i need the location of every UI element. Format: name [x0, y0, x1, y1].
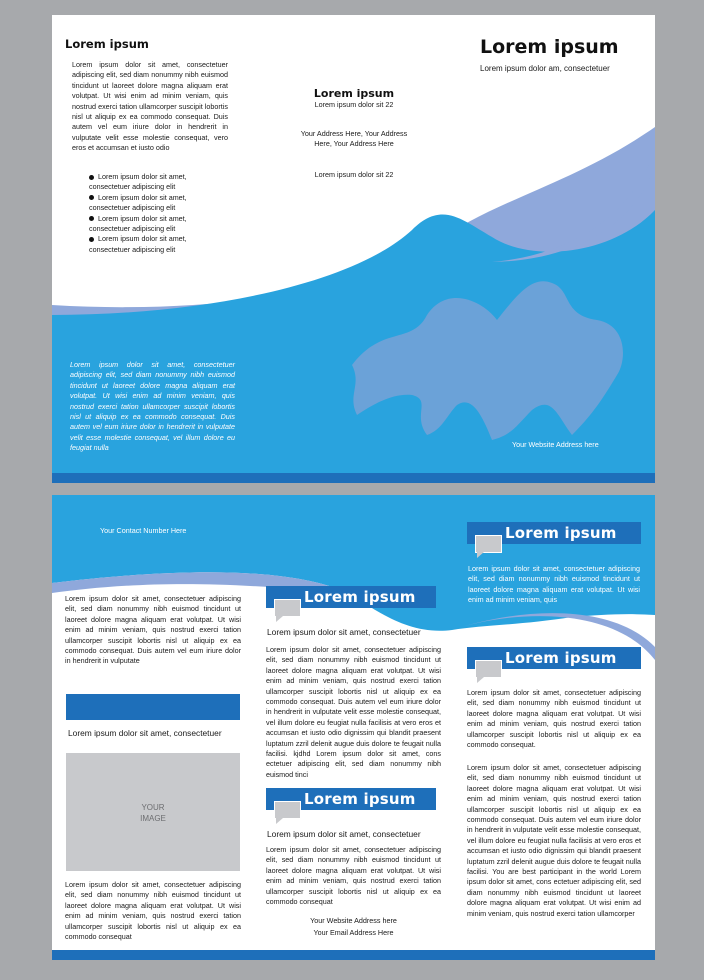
front-mid-heading: Lorem ipsum [313, 87, 395, 100]
right-banner-1 [467, 522, 641, 544]
mid-body-1: Lorem ipsum dolor sit amet, consectetuer adipiscing elit, sed diam nonummy nibh euismod tincidunt ut laoreet dolore magna aliquam erat volutpat. Ut wisi enim ad minim veniam, quis nostrud exerci tation ullamcorper suscipit lobortis nisl ut aliquip ex ea commodo consequat. Duis autem vel eum iriure dolor in hendrerit in vulputate velit esse molestie consequat, vel illum dolore eu feugiat nulla facilisis at vero eros et accumsan et iusto odio dignissim qui blandit praesent luptatum zzril delenit augue duis dolore te feugait nulla facilisi. kjdhd Lorem ipsum dolor sit amet, cons ectetuer adipiscing elit, sed diam nonummy nibh euismod tinci [266, 645, 441, 779]
bullet-icon [89, 175, 94, 180]
mid-banner-2-title: Lorem ipsum [304, 790, 416, 808]
front-italic-body: Lorem ipsum dolor sit amet, consectetuer adipiscing elit, sed diam nonummy nibh euismod tincidunt ut laoreet dolore magna aliquam erat volutpat. Ut wisi enim ad minim veniam, quis nostrud exerci tation ullamcorper suscipit lobortis nisl ut aliquip ex ea commodo consequat. Duis autem vel eum iriure dolor in hendrerit in vulputate velit esse molestie consequat, vel illum dolore eu feugiat nulla [70, 360, 235, 453]
bullet-item: Lorem ipsum dolor sit amet, consectetuer adipiscing elit [89, 234, 187, 254]
contact-number: Your Contact Number Here [100, 526, 187, 535]
mid-banner-1-title: Lorem ipsum [304, 588, 416, 606]
left-blue-bar [66, 694, 240, 720]
bullet-icon [89, 216, 94, 221]
inside-website: Your Website Address here [310, 916, 397, 925]
front-left-body: Lorem ipsum dolor sit amet, consectetuer adipiscing elit, sed diam nonummy nibh euismod tincidunt ut laoreet dolore magna aliquam erat volutpat. Ut wisi enim ad minim veniam, quis nostrud exerci tation ullamcorper suscipit lobortis nisl ut aliquip ex ea commodo consequat. Duis autem vel eum iriure dolor in hendrerit in vulputate velit esse molestie consequat, vero eros et accumsan et iusto odio [72, 60, 228, 153]
bullet-icon [89, 237, 94, 242]
mid-body-2: Lorem ipsum dolor sit amet, consectetuer adipiscing elit, sed diam nonummy nibh euismod tincidunt ut laoreet dolore magna aliquam erat volutpat. Ut wisi enim ad minim veniam, quis nostrud exerci tation ullamcorper suscipit lobortis nisl ut aliquip ex ea commodo consequat [266, 845, 441, 907]
inside-left-caption: Lorem ipsum dolor sit amet, consectetuer [68, 728, 222, 738]
speech-bubble-icon [475, 660, 502, 678]
front-mid-sub: Lorem ipsum dolor sit 22 [314, 100, 394, 109]
front-bullet-list [89, 172, 227, 255]
brochure-front-sheet [52, 15, 655, 483]
front-left-heading: Lorem ipsum [65, 37, 149, 51]
right-banner-2-title: Lorem ipsum [505, 649, 617, 667]
mid-banner-1 [266, 586, 436, 608]
bullet-item: Lorem ipsum dolor sit amet, consectetuer adipiscing elit [89, 213, 187, 234]
cover-subtitle: Lorem ipsum dolor am, consectetuer [480, 64, 610, 73]
right-body-1: Lorem ipsum dolor sit amet, consectetuer adipiscing elit, sed diam nonummy nibh euismod tincidunt ut laoreet dolore magna aliquam erat volutpat. Ut wisi enim ad minim veniam, quis nostrud exerci tation ullamcorper suscipit lobortis nisl ut aliquip ex ea commodo consequat. [467, 688, 641, 750]
bullet-item: Lorem ipsum dolor sit amet, consectetuer adipiscing elit [89, 172, 187, 192]
right-body-2: Lorem ipsum dolor sit amet, consectetuer adipiscing elit, sed diam nonummy nibh euismod tincidunt ut laoreet dolore magna aliquam erat volutpat. Ut wisi enim ad minim veniam, quis nostrud exerci tation ullamcorper suscipit lobortis nisl ut aliquip ex ea commodo consequat. Duis autem vel eum iriure dolor in hendrerit in vulputate velit esse molestie consequat, vel illum dolore eu feugiat nulla facilisis at vero eros et accumsan et iusto odio dignissim qui blandit praesent luptatum zzril delenit augue duis dolore te feugait nulla facilisi. You are best participant in the world Lorem ipsum dolor sit amet, cons ectetuer adipiscing elit, sed diam nonummy nibh euismod tincidunt ut laoreet dolore magna aliquam erat volutpat. Ut wisi enim ad minim veniam, quis nostrud exerci tation ullamcorper [467, 763, 641, 918]
cover-title: Lorem ipsum [480, 36, 619, 58]
image-placeholder-line: YOUR [141, 803, 165, 812]
image-placeholder [66, 753, 240, 871]
inside-left-body: Lorem ipsum dolor sit amet, consectetuer adipiscing elit, sed diam nonummy nibh euismod tincidunt ut laoreet dolore magna aliquam erat volutpat. Ut wisi enim ad minim veniam, quis nostrud exerci tation ullamcorper suscipit lobortis nisl ut aliquip ex ea commodo consequat. Duis autem vel eum iriure dolor in hendrerit in vulputate [65, 594, 241, 666]
front-website: Your Website Address here [512, 440, 599, 449]
speech-bubble-icon [274, 599, 301, 617]
mid-sub-2: Lorem ipsum dolor sit amet, consectetuer [267, 829, 421, 839]
bullet-item: Lorem ipsum dolor sit amet, consectetuer adipiscing elit [89, 192, 187, 213]
brochure-inside-sheet [52, 495, 655, 960]
right-banner-1-title: Lorem ipsum [505, 524, 617, 542]
image-placeholder-line: IMAGE [140, 814, 166, 823]
speech-bubble-icon [475, 535, 502, 553]
front-address-line2: Here, Your Address Here [314, 139, 394, 148]
front-address-line1: Your Address Here, Your Address [300, 129, 408, 138]
mid-banner-2 [266, 788, 436, 810]
right-blue-text: Lorem ipsum dolor sit amet, consectetuer adipiscing elit, sed diam nonummy nibh euismod tincidunt ut laoreet dolore magna aliquam erat volutpat. Ut wisi enim ad minim veniam, quis [468, 564, 640, 605]
right-banner-2 [467, 647, 641, 669]
mid-sub-1: Lorem ipsum dolor sit amet, consectetuer [267, 627, 421, 637]
speech-bubble-icon [274, 801, 301, 819]
bullet-icon [89, 195, 94, 200]
front-mid-sub2: Lorem ipsum dolor sit 22 [314, 170, 394, 179]
inside-left-bottom: Lorem ipsum dolor sit amet, consectetuer adipiscing elit, sed diam nonummy nibh euismod tincidunt ut laoreet dolore magna aliquam erat volutpat. Ut wisi enim ad minim veniam, quis nostrud exerci tation ullamcorper suscipit lobortis nisl ut aliquip ex ea commodo consequat [65, 880, 241, 942]
inside-email: Your Email Address Here [313, 928, 394, 937]
